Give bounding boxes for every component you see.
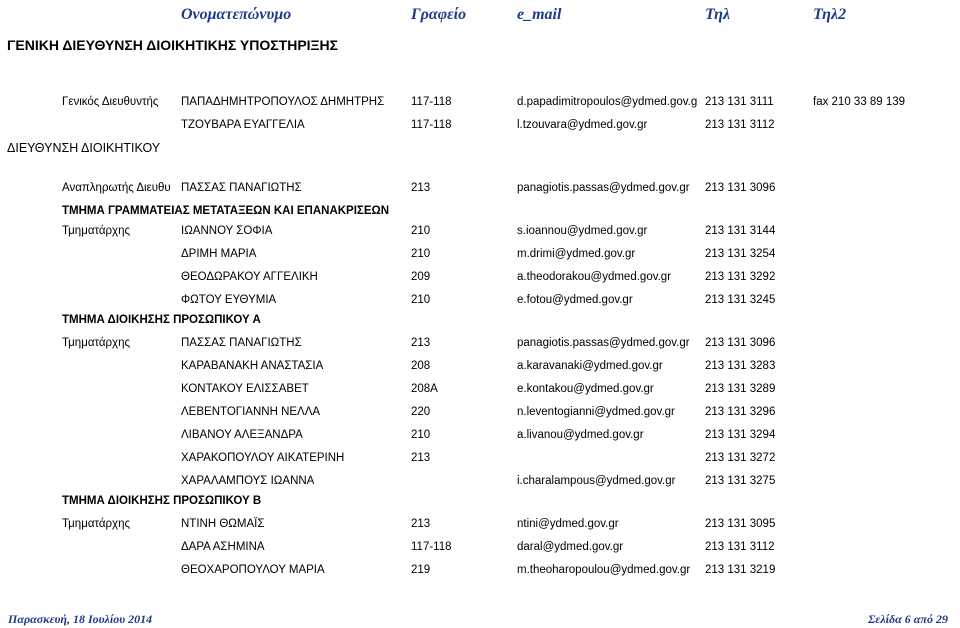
row-email: n.leventogianni@ydmed.gov.gr: [517, 406, 675, 418]
row-office: 213: [411, 182, 431, 194]
row-phone: 213 131 3245: [705, 294, 776, 306]
row-phone: 213 131 3219: [705, 564, 776, 576]
row-email: a.theodorakou@ydmed.gov.gr: [517, 271, 672, 283]
row-email: a.livanou@ydmed.gov.gr: [517, 429, 644, 441]
row-phone: 213 131 3096: [705, 182, 776, 194]
row-role: Αναπληρωτής Διευθυ: [62, 182, 171, 194]
row-email: i.charalampous@ydmed.gov.gr: [517, 475, 676, 487]
header-email: e_mail: [517, 6, 562, 23]
row-role: Τμηματάρχης: [62, 518, 131, 530]
row-phone: 213 131 3289: [705, 383, 776, 395]
row-name: ΦΩΤΟΥ ΕΥΘΥΜΙΑ: [181, 294, 277, 306]
section-title: ΤΜΗΜΑ ΓΡΑΜΜΑΤΕΙΑΣ ΜΕΤΑΤΑΞΕΩΝ ΚΑΙ ΕΠΑΝΑΚΡΙΣΕΩΝ: [62, 205, 390, 217]
section-title: ΤΜΗΜΑ ΔΙΟΙΚΗΣΗΣ ΠΡΟΣΩΠΙΚΟΥ Α: [62, 314, 261, 326]
row-name: ΠΑΣΣΑΣ ΠΑΝΑΓΙΩΤΗΣ: [181, 182, 302, 194]
row-email: s.ioannou@ydmed.gov.gr: [517, 225, 648, 237]
row-role: Τμηματάρχης: [62, 225, 131, 237]
header-phone: Τηλ: [705, 6, 731, 23]
row-name: ΙΩΑΝΝΟΥ ΣΟΦΙΑ: [181, 225, 273, 237]
row-phone: 213 131 3296: [705, 406, 776, 418]
row-office: 210: [411, 248, 431, 260]
row-name: ΧΑΡΑΛΑΜΠΟΥΣ ΙΩΑΝΝΑ: [181, 475, 315, 487]
row-phone: 213 131 3112: [705, 541, 775, 553]
row-office: 213: [411, 518, 431, 530]
row-office: 210: [411, 429, 431, 441]
row-name: ΚΑΡΑΒΑΝΑΚΗ ΑΝΑΣΤΑΣΙΑ: [181, 360, 324, 372]
row-email: e.kontakou@ydmed.gov.gr: [517, 383, 654, 395]
row-name: ΔΡΙΜΗ ΜΑΡΙΑ: [181, 248, 257, 260]
row-email: m.drimi@ydmed.gov.gr: [517, 248, 636, 260]
row-phone: 213 131 3275: [705, 475, 776, 487]
division-title: ΔΙΕΥΘΥΝΣΗ ΔΙΟΙΚΗΤΙΚΟΥ: [7, 141, 161, 155]
row-role: Τμηματάρχης: [62, 337, 131, 349]
row-phone: 213 131 3144: [705, 225, 776, 237]
row-office: 220: [411, 406, 431, 418]
row-phone: 213 131 3292: [705, 271, 776, 283]
row-email: d.papadimitropoulos@ydmed.gov.g: [517, 96, 698, 108]
row-role: Γενικός Διευθυντής: [62, 96, 159, 108]
header-phone2: Τηλ2: [813, 6, 847, 23]
row-email: e.fotou@ydmed.gov.gr: [517, 294, 633, 306]
row-office: 117-118: [411, 96, 452, 108]
row-phone: 213 131 3096: [705, 337, 776, 349]
row-name: ΔΑΡΑ ΑΣΗΜΙΝΑ: [181, 541, 265, 553]
footer-date: Παρασκευή, 18 Ιουλίου 2014: [8, 612, 153, 626]
row-office: 208: [411, 360, 431, 372]
row-email: l.tzouvara@ydmed.gov.gr: [517, 119, 648, 131]
row-name: ΚΟΝΤΑΚΟΥ ΕΛΙΣΣΑΒΕΤ: [181, 383, 309, 395]
row-phone: 213 131 3272: [705, 452, 776, 464]
row-phone: 213 131 3254: [705, 248, 776, 260]
row-name: ΝΤΙΝΗ ΘΩΜΑΪΣ: [181, 518, 265, 530]
row-email: daral@ydmed.gov.gr: [517, 541, 624, 553]
row-email: panagiotis.passas@ydmed.gov.gr: [517, 337, 690, 349]
row-office: 213: [411, 452, 431, 464]
row-name: ΛΙΒΑΝΟΥ ΑΛΕΞΑΝΔΡΑ: [181, 429, 303, 441]
row-email: panagiotis.passas@ydmed.gov.gr: [517, 182, 690, 194]
row-name: ΠΑΠΑΔΗΜΗΤΡΟΠΟΥΛΟΣ ΔΗΜΗΤΡΗΣ: [181, 96, 385, 108]
footer-page-number: Σελίδα 6 από 29: [868, 612, 948, 626]
row-name: ΠΑΣΣΑΣ ΠΑΝΑΓΙΩΤΗΣ: [181, 337, 302, 349]
row-office: 117-118: [411, 119, 452, 131]
header-office: Γραφείο: [411, 6, 467, 23]
row-office: 117-118: [411, 541, 452, 553]
row-name: ΤΖΟΥΒΑΡΑ ΕΥΑΓΓΕΛΙΑ: [181, 119, 305, 131]
row-name: ΧΑΡΑΚΟΠΟΥΛΟΥ ΑΙΚΑΤΕΡΙΝΗ: [181, 452, 345, 464]
row-name: ΘΕΟΧΑΡΟΠΟΥΛΟΥ ΜΑΡΙΑ: [181, 564, 325, 576]
row-phone: 213 131 3283: [705, 360, 776, 372]
row-fax: fax 210 33 89 139: [813, 96, 906, 108]
row-email: ntini@ydmed.gov.gr: [517, 518, 619, 530]
department-title: ΓΕΝΙΚΗ ΔΙΕΥΘΥΝΣΗ ΔΙΟΙΚΗΤΙΚΗΣ ΥΠΟΣΤΗΡΙΞΗΣ: [7, 37, 339, 53]
row-email: m.theoharopoulou@ydmed.gov.gr: [517, 564, 691, 576]
row-phone: 213 131 3112: [705, 119, 775, 131]
row-phone: 213 131 3294: [705, 429, 776, 441]
row-office: 208A: [411, 383, 438, 395]
row-office: 213: [411, 337, 431, 349]
section-title: ΤΜΗΜΑ ΔΙΟΙΚΗΣΗΣ ΠΡΟΣΩΠΙΚΟΥ Β: [62, 495, 262, 507]
row-email: a.karavanaki@ydmed.gov.gr: [517, 360, 663, 372]
row-office: 210: [411, 294, 431, 306]
row-name: ΘΕΟΔΩΡΑΚΟΥ ΑΓΓΕΛΙΚΗ: [181, 271, 318, 283]
row-phone: 213 131 3095: [705, 518, 776, 530]
row-name: ΛΕΒΕΝΤΟΓΙΑΝΝΗ ΝΕΛΛΑ: [181, 406, 321, 418]
row-phone: 213 131 3111: [705, 96, 774, 108]
row-office: 219: [411, 564, 431, 576]
row-office: 210: [411, 225, 431, 237]
row-office: 209: [411, 271, 431, 283]
header-name: Ονοματεπώνυμο: [181, 6, 292, 23]
